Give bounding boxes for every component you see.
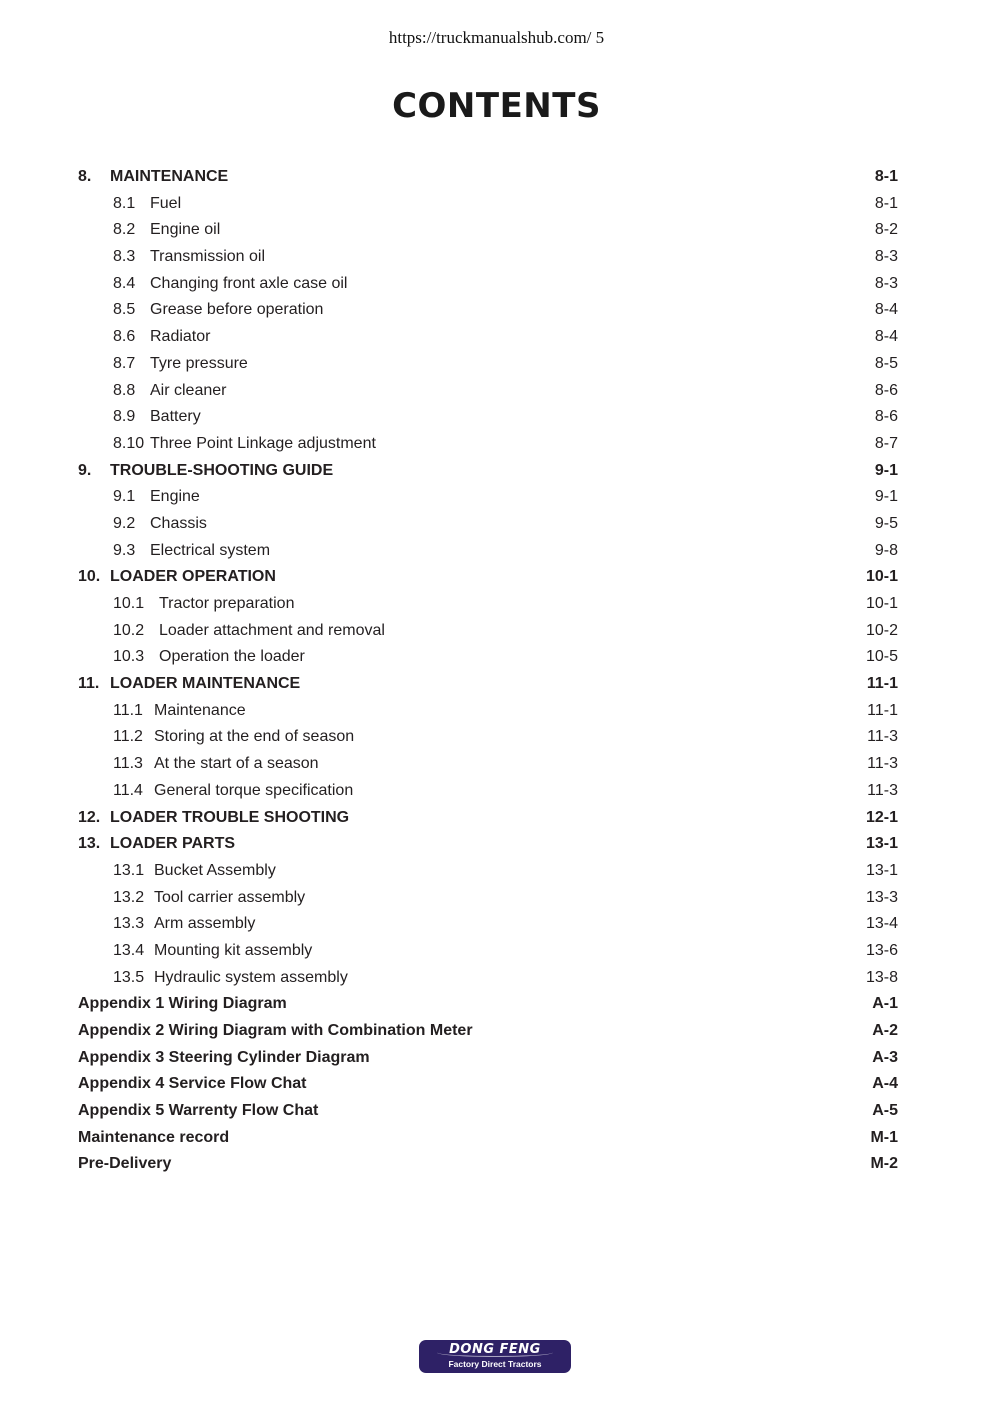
toc-entry-title: Battery xyxy=(150,408,201,426)
toc-entry-number: 13.2 xyxy=(113,888,145,906)
toc-entry-title: Pre-Delivery xyxy=(78,1155,172,1173)
toc-entry-page: 8-2 xyxy=(874,221,898,239)
toc-entry-number: 8.9 xyxy=(113,408,136,426)
toc-entry-page: 8-4 xyxy=(874,328,898,346)
toc-entry-page: 10-1 xyxy=(865,595,898,612)
toc-entry-page: 13-3 xyxy=(865,888,898,906)
toc-entry-title: Grease before operation xyxy=(150,301,324,319)
toc-entry-title: Air cleaner xyxy=(150,381,227,399)
toc-appendix-row[interactable] xyxy=(0,991,993,1018)
toc-entry-number: 8.10 xyxy=(113,434,145,452)
toc-entry-title: Storing at the end of season xyxy=(154,728,355,746)
toc-entry-title: Tractor preparation xyxy=(159,595,295,612)
toc-subsection-row[interactable] xyxy=(0,271,993,298)
toc-entry-page: 11-3 xyxy=(867,781,898,799)
toc-entry-number: 13.1 xyxy=(113,861,145,879)
toc-entry-page: 8-1 xyxy=(874,194,898,212)
toc-entry-title: MAINTENANCE xyxy=(110,168,229,185)
toc-subsection-row[interactable] xyxy=(0,191,993,218)
toc-subsection-row[interactable] xyxy=(0,324,993,351)
toc-entry-title: General torque specification xyxy=(154,781,354,799)
toc-entry-title: Three Point Linkage adjustment xyxy=(150,434,376,452)
toc-entry-title: Engine xyxy=(150,488,200,506)
toc-entry-title: Appendix 2 Wiring Diagram with Combination Meter xyxy=(78,1022,473,1039)
toc-section-row[interactable] xyxy=(0,831,993,858)
toc-section-row[interactable] xyxy=(0,671,993,698)
toc-entry-page: A-3 xyxy=(872,1048,898,1066)
toc-entry-page: A-4 xyxy=(872,1075,898,1093)
toc-subsection-row[interactable] xyxy=(0,538,993,565)
toc-entry-title: Hydraulic system assembly xyxy=(154,968,348,986)
toc-entry-page: 13-8 xyxy=(865,968,898,986)
toc-entry-title: Appendix 1 Wiring Diagram xyxy=(78,995,287,1013)
toc-entry-title: Maintenance record xyxy=(78,1128,230,1146)
toc-subsection-row[interactable] xyxy=(0,217,993,244)
toc-entry-number: 9.2 xyxy=(113,514,136,532)
page-title: CONTENTS xyxy=(392,86,601,126)
toc-entry-page: 9-1 xyxy=(874,488,898,506)
toc-entry-page: 8-6 xyxy=(874,381,898,399)
toc-entry-page: 10-1 xyxy=(865,568,898,586)
toc-entry-number: 8.1 xyxy=(113,194,136,212)
toc-entry-page: 13-1 xyxy=(865,835,898,853)
toc-subsection-row[interactable] xyxy=(0,404,993,431)
toc-entry-number: 13.5 xyxy=(113,968,145,986)
toc-entry-page: 11-3 xyxy=(867,755,898,773)
logo-swoosh-icon xyxy=(437,1348,553,1357)
toc-entry-number: 8.8 xyxy=(113,381,136,399)
logo-brand: DONG FENG xyxy=(449,1342,541,1357)
toc-appendix-row[interactable] xyxy=(0,1098,993,1125)
toc-entry-title: Transmission oil xyxy=(150,248,265,266)
toc-entry-title: Appendix 3 Steering Cylinder Diagram xyxy=(78,1048,370,1066)
toc-subsection-row[interactable] xyxy=(0,698,993,725)
toc-entry-page: 8-7 xyxy=(874,434,898,452)
toc-entry-page: 13-6 xyxy=(865,941,898,959)
toc-appendix-row[interactable] xyxy=(0,1018,993,1045)
toc-entry-number: 8.6 xyxy=(113,328,136,346)
toc-entry-title: Loader attachment and removal xyxy=(159,621,385,639)
toc-entry-number: 9.3 xyxy=(113,541,136,559)
toc-subsection-row[interactable] xyxy=(0,644,993,671)
toc-subsection-row[interactable] xyxy=(0,351,993,378)
toc-entry-number: 13.3 xyxy=(113,915,145,933)
toc-entry-title: LOADER PARTS xyxy=(110,835,236,853)
table-of-contents xyxy=(0,164,993,1178)
toc-subsection-row[interactable] xyxy=(0,724,993,751)
header-url: https://truckmanualshub.com/ 5 xyxy=(388,28,605,47)
toc-section-row[interactable] xyxy=(0,564,993,591)
toc-subsection-row[interactable] xyxy=(0,618,993,645)
toc-subsection-row[interactable] xyxy=(0,591,993,618)
toc-subsection-row[interactable] xyxy=(0,885,993,912)
toc-entry-title: Tool carrier assembly xyxy=(154,888,306,906)
toc-entry-page: 8-4 xyxy=(874,301,898,319)
toc-section-row[interactable] xyxy=(0,164,993,191)
toc-entry-title: Electrical system xyxy=(150,541,271,559)
toc-appendix-row[interactable] xyxy=(0,1151,993,1178)
toc-entry-title: Appendix 4 Service Flow Chat xyxy=(78,1075,307,1093)
toc-entry-number: 10.2 xyxy=(113,621,145,639)
toc-entry-page: A-5 xyxy=(872,1102,898,1120)
toc-entry-page: M-1 xyxy=(870,1128,898,1146)
toc-entry-title: Appendix 5 Warrenty Flow Chat xyxy=(78,1102,319,1120)
toc-entry-page: 9-5 xyxy=(874,514,898,532)
toc-entry-page: 8-5 xyxy=(874,354,898,372)
toc-subsection-row[interactable] xyxy=(0,484,993,511)
toc-entry-page: 8-6 xyxy=(874,408,898,426)
toc-section-row[interactable] xyxy=(0,458,993,485)
toc-appendix-row[interactable] xyxy=(0,1045,993,1072)
toc-entry-number: 8.5 xyxy=(113,301,136,319)
toc-entry-number: 8.7 xyxy=(113,354,136,372)
toc-subsection-row[interactable] xyxy=(0,244,993,271)
toc-entry-page: 8-1 xyxy=(874,168,898,185)
toc-entry-number: 11.4 xyxy=(113,781,143,799)
toc-entry-number: 11. xyxy=(78,675,100,693)
toc-entry-number: 8.4 xyxy=(113,274,136,292)
toc-entry-title: Arm assembly xyxy=(154,915,256,933)
toc-entry-page: 9-8 xyxy=(874,541,898,559)
toc-entry-title: Mounting kit assembly xyxy=(154,941,313,959)
toc-subsection-row[interactable] xyxy=(0,911,993,938)
toc-subsection-row[interactable] xyxy=(0,938,993,965)
dong-feng-logo xyxy=(419,1340,571,1373)
toc-entry-title: Engine oil xyxy=(150,221,221,239)
toc-entry-number: 8.2 xyxy=(113,221,136,239)
toc-subsection-row[interactable] xyxy=(0,431,993,458)
toc-entry-title: Fuel xyxy=(150,194,182,212)
toc-entry-page: 10-5 xyxy=(865,648,898,666)
logo-tagline: Factory Direct Tractors xyxy=(448,1359,542,1369)
toc-entry-number: 11.3 xyxy=(113,755,143,773)
toc-subsection-row[interactable] xyxy=(0,378,993,405)
toc-entry-title: At the start of a season xyxy=(154,755,319,773)
toc-entry-page: 8-3 xyxy=(874,248,898,266)
toc-entry-number: 12. xyxy=(78,808,101,826)
toc-subsection-row[interactable] xyxy=(0,858,993,885)
toc-entry-page: 11-3 xyxy=(867,728,898,746)
toc-entry-number: 10.3 xyxy=(113,648,145,666)
toc-entry-number: 13. xyxy=(78,835,101,853)
toc-entry-page: M-2 xyxy=(870,1155,898,1173)
toc-entry-page: 9-1 xyxy=(874,461,898,479)
toc-entry-page: 8-3 xyxy=(874,274,898,292)
toc-entry-title: Operation the loader xyxy=(159,648,305,666)
toc-entry-number: 8.3 xyxy=(113,248,136,266)
toc-subsection-row[interactable] xyxy=(0,965,993,992)
toc-entry-page: 11-1 xyxy=(867,701,898,719)
toc-subsection-row[interactable] xyxy=(0,751,993,778)
toc-entry-title: Tyre pressure xyxy=(150,354,248,372)
toc-entry-title: LOADER MAINTENANCE xyxy=(110,675,301,693)
toc-entry-number: 11.2 xyxy=(113,728,143,746)
toc-section-row[interactable] xyxy=(0,805,993,832)
toc-entry-number: 9. xyxy=(78,461,92,479)
toc-entry-page: 12-1 xyxy=(865,808,898,826)
toc-entry-page: 13-4 xyxy=(865,915,898,933)
toc-appendix-row[interactable] xyxy=(0,1071,993,1098)
toc-entry-page: A-2 xyxy=(872,1022,898,1039)
toc-entry-page: A-1 xyxy=(872,995,898,1013)
toc-entry-title: Radiator xyxy=(150,328,211,346)
toc-entry-title: TROUBLE-SHOOTING GUIDE xyxy=(110,461,334,479)
toc-subsection-row[interactable] xyxy=(0,297,993,324)
toc-entry-number: 9.1 xyxy=(113,488,136,506)
toc-entry-page: 13-1 xyxy=(865,861,898,879)
toc-entry-number: 8. xyxy=(78,168,92,185)
toc-entry-title: Chassis xyxy=(150,514,207,532)
toc-entry-number: 13.4 xyxy=(113,941,145,959)
toc-entry-title: LOADER TROUBLE SHOOTING xyxy=(110,808,350,826)
toc-appendix-row[interactable] xyxy=(0,1125,993,1152)
toc-entry-number: 10.1 xyxy=(113,595,145,612)
toc-entry-page: 11-1 xyxy=(866,675,898,693)
toc-subsection-row[interactable] xyxy=(0,778,993,805)
toc-entry-page: 10-2 xyxy=(865,621,898,639)
toc-entry-number: 11.1 xyxy=(113,701,143,719)
toc-entry-title: Maintenance xyxy=(154,701,246,719)
toc-entry-title: LOADER OPERATION xyxy=(110,568,276,586)
toc-entry-number: 10. xyxy=(78,568,101,586)
toc-entry-title: Changing front axle case oil xyxy=(150,274,348,292)
toc-subsection-row[interactable] xyxy=(0,511,993,538)
toc-entry-title: Bucket Assembly xyxy=(154,861,276,879)
